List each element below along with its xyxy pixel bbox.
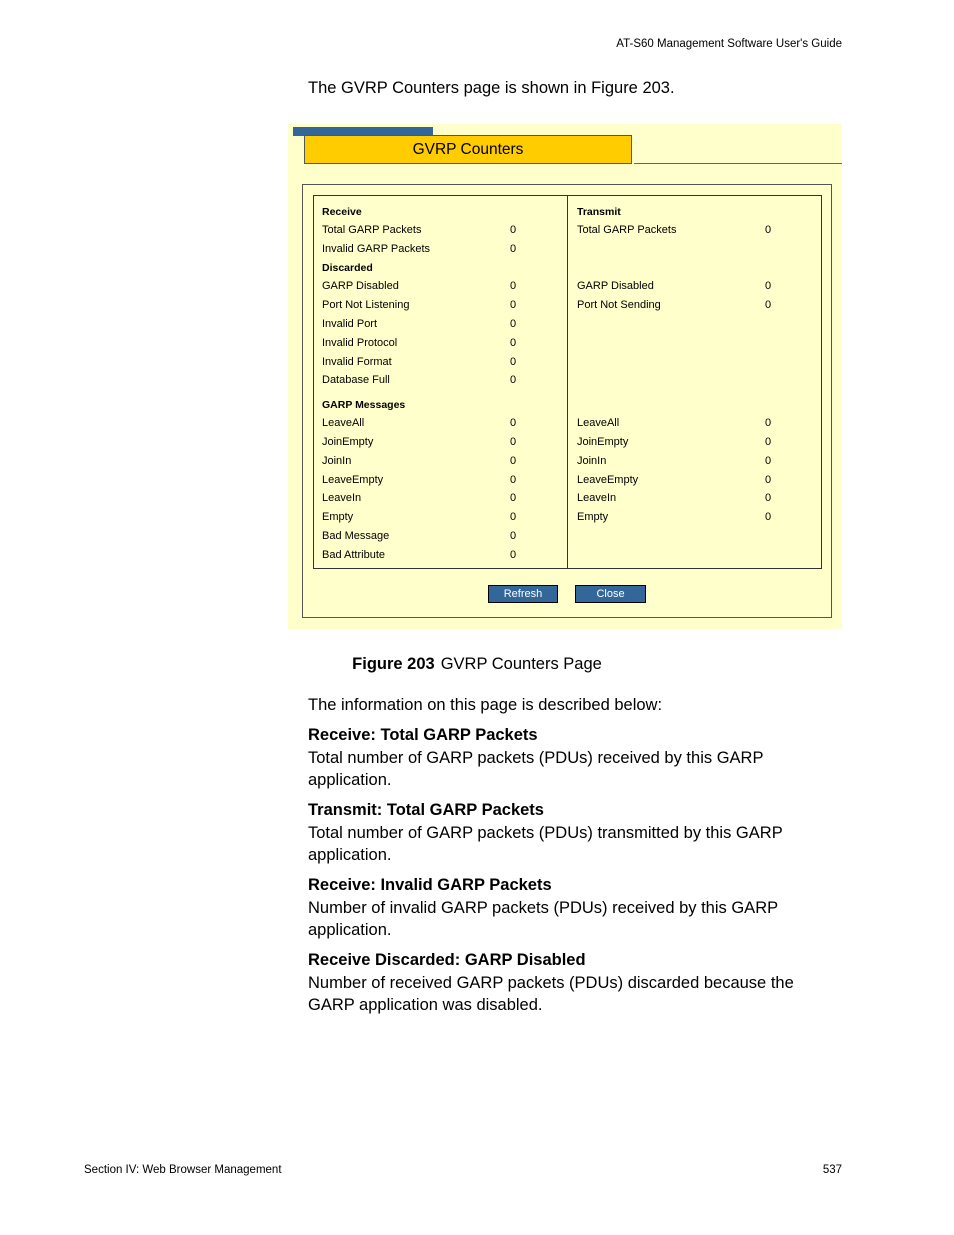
- term-heading: Receive Discarded: GARP Disabled: [308, 951, 586, 969]
- transmit-message-value: 0: [765, 474, 772, 486]
- receive-value: 0: [510, 224, 517, 236]
- transmit-message-label: LeaveAll: [577, 417, 620, 429]
- transmit-value: 0: [765, 224, 772, 236]
- column-divider: [567, 196, 568, 568]
- discarded-value: 0: [510, 318, 517, 330]
- garp-message-value: 0: [510, 436, 517, 448]
- term-heading: Receive: Total GARP Packets: [308, 726, 538, 744]
- discarded-label: Invalid Protocol: [322, 337, 398, 349]
- discarded-label: Invalid Format: [322, 356, 392, 368]
- discarded-label: Invalid Port: [322, 318, 378, 330]
- garp-message-label: LeaveEmpty: [322, 474, 384, 486]
- title-rule: [634, 163, 842, 164]
- receive-heading: Receive: [322, 206, 362, 218]
- footer-section: Section IV: Web Browser Management: [84, 1164, 282, 1176]
- discarded-label: Port Not Listening: [322, 299, 410, 311]
- refresh-button[interactable]: Refresh: [488, 585, 558, 603]
- transmit-value: 0: [765, 280, 772, 292]
- transmit-message-label: LeaveEmpty: [577, 474, 639, 486]
- discarded-label: Database Full: [322, 374, 390, 386]
- figure-caption-text: GVRP Counters Page: [440, 655, 602, 673]
- garp-message-value: 0: [510, 511, 517, 523]
- transmit-value: 0: [765, 299, 772, 311]
- transmit-message-value: 0: [765, 511, 772, 523]
- description-line: Total number of GARP packets (PDUs) transmitted by this GARP: [308, 824, 783, 842]
- garp-messages-heading: GARP Messages: [322, 399, 406, 411]
- garp-message-value: 0: [510, 530, 517, 542]
- garp-message-label: Bad Attribute: [322, 549, 385, 561]
- close-button[interactable]: Close: [575, 585, 646, 603]
- transmit-message-value: 0: [765, 455, 772, 467]
- intro-paragraph: The GVRP Counters page is shown in Figure 203.: [308, 79, 675, 97]
- garp-message-label: JoinEmpty: [322, 436, 374, 448]
- receive-value: 0: [510, 243, 517, 255]
- transmit-label: Port Not Sending: [577, 299, 661, 311]
- description-line: application.: [308, 921, 392, 939]
- term-description: [308, 972, 828, 1016]
- discarded-value: 0: [510, 280, 517, 292]
- garp-message-label: LeaveAll: [322, 417, 365, 429]
- counters-table: [313, 195, 822, 569]
- discarded-value: 0: [510, 356, 517, 368]
- garp-message-label: Bad Message: [322, 530, 390, 542]
- term-description: [308, 897, 828, 941]
- discarded-label: GARP Disabled: [322, 280, 399, 292]
- transmit-message-value: 0: [765, 492, 772, 504]
- figure-number: Figure 203: [352, 655, 435, 673]
- discarded-heading: Discarded: [322, 262, 373, 274]
- transmit-message-label: LeaveIn: [577, 492, 617, 504]
- discarded-value: 0: [510, 337, 517, 349]
- garp-message-label: LeaveIn: [322, 492, 362, 504]
- page-number: 537: [822, 1164, 842, 1176]
- transmit-label: Total GARP Packets: [577, 224, 677, 236]
- garp-message-value: 0: [510, 455, 517, 467]
- transmit-message-label: JoinIn: [577, 455, 607, 467]
- description-line: Number of received GARP packets (PDUs) discarded because the: [308, 974, 794, 992]
- discarded-value: 0: [510, 374, 517, 386]
- garp-message-value: 0: [510, 474, 517, 486]
- transmit-message-label: JoinEmpty: [577, 436, 629, 448]
- term-heading: Transmit: Total GARP Packets: [308, 801, 544, 819]
- description-line: GARP application was disabled.: [308, 996, 543, 1014]
- running-header: AT-S60 Management Software User's Guide: [616, 38, 842, 50]
- description-line: Total number of GARP packets (PDUs) received by this GARP: [308, 749, 764, 767]
- receive-label: Invalid GARP Packets: [322, 243, 431, 255]
- transmit-label: GARP Disabled: [577, 280, 654, 292]
- transmit-heading: Transmit: [577, 206, 621, 218]
- counters-panel: [302, 184, 832, 618]
- description-line: application.: [308, 846, 392, 864]
- body-lead: The information on this page is described below:: [308, 696, 663, 714]
- garp-message-value: 0: [510, 492, 517, 504]
- figure-caption: [0, 655, 954, 674]
- term-heading: Receive: Invalid GARP Packets: [308, 876, 552, 894]
- description-line: Number of invalid GARP packets (PDUs) received by this GARP: [308, 899, 779, 917]
- transmit-message-value: 0: [765, 436, 772, 448]
- garp-message-label: JoinIn: [322, 455, 352, 467]
- transmit-message-value: 0: [765, 417, 772, 429]
- garp-message-value: 0: [510, 417, 517, 429]
- garp-message-value: 0: [510, 549, 517, 561]
- gvrp-counters-figure: [288, 124, 842, 629]
- description-line: application.: [308, 771, 392, 789]
- discarded-value: 0: [510, 299, 517, 311]
- term-description: [308, 747, 828, 791]
- page-title-bar: GVRP Counters: [304, 135, 632, 164]
- receive-label: Total GARP Packets: [322, 224, 422, 236]
- transmit-message-label: Empty: [577, 511, 609, 523]
- term-description: [308, 822, 828, 866]
- garp-message-label: Empty: [322, 511, 354, 523]
